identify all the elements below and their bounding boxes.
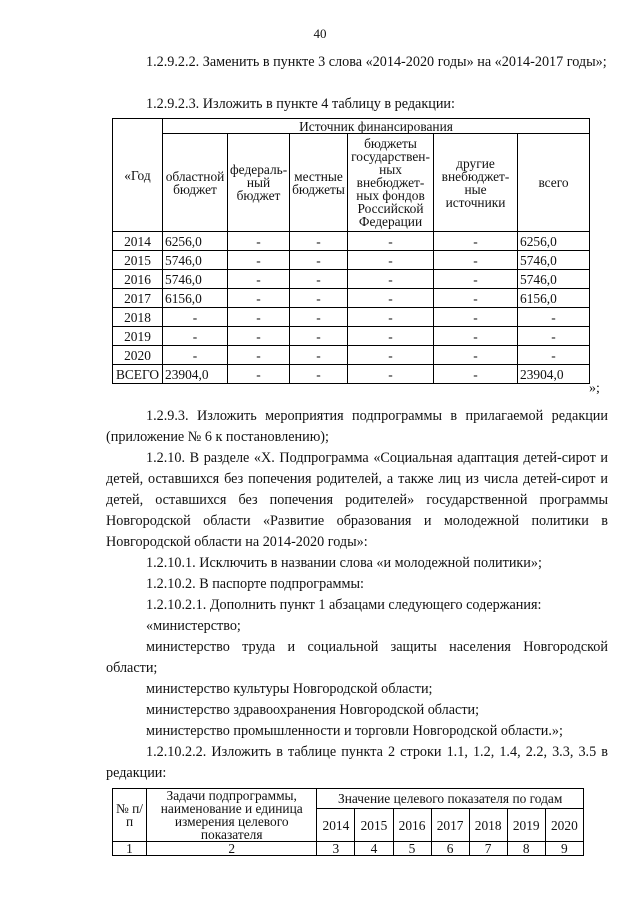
table-cell: - — [348, 308, 434, 327]
table-cell: - — [228, 270, 290, 289]
funding-source-header: Источник финансирования — [163, 119, 590, 134]
index-cell: 2 — [147, 842, 317, 856]
table-cell: - — [434, 308, 518, 327]
table-cell: - — [434, 232, 518, 251]
index-row — [113, 842, 584, 856]
table-row — [113, 251, 590, 270]
page-number: 40 — [313, 26, 327, 41]
table-cell: - — [228, 327, 290, 346]
year-cell: 2020 — [113, 346, 163, 365]
paragraph-6: 1.2.10.2. В паспорте подпрограммы: — [146, 576, 364, 592]
table-cell: - — [434, 251, 518, 270]
year-header-cell: 2018 — [469, 809, 507, 842]
table-cell: - — [228, 308, 290, 327]
values-header: Значение целевого показателя по годам — [317, 789, 584, 809]
paragraph-10: министерство культуры Новгородской области; — [146, 681, 433, 697]
table-cell: 5746,0 — [518, 251, 590, 270]
year-header: «Год — [113, 119, 163, 232]
table-row — [113, 232, 590, 251]
table-row — [113, 346, 590, 365]
task-header: Задачи подпрограммы, наименование и единица измерения целевого показателя — [147, 789, 317, 842]
paragraph-7: 1.2.10.2.1. Дополнить пункт 1 абзацами следующего содержания: — [146, 597, 542, 613]
table-cell: - — [290, 308, 348, 327]
table-cell: - — [434, 327, 518, 346]
table-cell: - — [348, 232, 434, 251]
table-cell: - — [163, 327, 228, 346]
paragraph-2: 1.2.9.2.3. Изложить в пункте 4 таблицу в редакции: — [146, 96, 455, 112]
table-cell: - — [290, 327, 348, 346]
year-header-cell: 2015 — [355, 809, 393, 842]
paragraph-1: 1.2.9.2.2. Заменить в пункте 3 слова «2014-2020 годы» на «2014-2017 годы»; — [146, 54, 607, 70]
table-cell: - — [518, 346, 590, 365]
table-cell: - — [434, 346, 518, 365]
table-cell: - — [290, 289, 348, 308]
table-cell: - — [518, 327, 590, 346]
paragraph-4: 1.2.10. В разделе «X. Подпрограмма «Социальная адаптация детей-сирот и детей, оставшихся без попечения родителей, а также лиц из числа детей-сирот и детей, оставшихся без попечения родителей» государственной программы Новгородской области «Развитие образования и молодежной политики в Новгородской области на 2014-2020 годы»: — [106, 450, 608, 550]
table-cell: - — [348, 270, 434, 289]
table-row — [113, 270, 590, 289]
table-cell: - — [290, 251, 348, 270]
table-cell: 23904,0 — [163, 365, 228, 384]
paragraph-9: министерство труда и социальной защиты населения Новгородской области; — [106, 639, 608, 676]
table-cell: - — [290, 365, 348, 384]
year-cell: 2016 — [113, 270, 163, 289]
year-cell: ВСЕГО — [113, 365, 163, 384]
col-header: всего — [518, 134, 590, 232]
year-cell: 2017 — [113, 289, 163, 308]
num-header: № п/п — [113, 789, 147, 842]
year-cell: 2018 — [113, 308, 163, 327]
table-cell: 23904,0 — [518, 365, 590, 384]
paragraph-8: «министерство; — [146, 618, 241, 634]
table-cell: 5746,0 — [163, 270, 228, 289]
col-header: федераль-ный бюджет — [228, 134, 290, 232]
col-header: бюджеты государствен-ных внебюджет-ных фондов Российской Федерации — [348, 134, 434, 232]
year-header-cell: 2019 — [507, 809, 545, 842]
paragraph-3: 1.2.9.3. Изложить мероприятия подпрограммы в прилагаемой редакции (приложение № 6 к постановлению); — [106, 408, 608, 445]
table-cell: - — [348, 251, 434, 270]
paragraph-5: 1.2.10.1. Исключить в названии слова «и молодежной политики»; — [146, 555, 542, 571]
index-cell: 6 — [431, 842, 469, 856]
year-header-cell: 2016 — [393, 809, 431, 842]
table-cell: - — [348, 327, 434, 346]
year-header-cell: 2017 — [431, 809, 469, 842]
table-cell: - — [228, 232, 290, 251]
index-cell: 4 — [355, 842, 393, 856]
year-cell: 2015 — [113, 251, 163, 270]
table-row — [113, 289, 590, 308]
indicator-table — [112, 788, 584, 856]
index-cell: 1 — [113, 842, 147, 856]
table-row — [113, 308, 590, 327]
table-cell: - — [290, 346, 348, 365]
table-cell: - — [228, 346, 290, 365]
year-header-cell: 2014 — [317, 809, 355, 842]
table-cell: - — [290, 270, 348, 289]
table-cell: - — [163, 346, 228, 365]
paragraph-13: 1.2.10.2.2. Изложить в таблице пункта 2 строки 1.1, 1.2, 1.4, 2.2, 3.3, 3.5 в редакции: — [106, 744, 608, 781]
index-cell: 8 — [507, 842, 545, 856]
table-cell: - — [228, 365, 290, 384]
table-closing-quote: »; — [589, 381, 600, 396]
index-cell: 7 — [469, 842, 507, 856]
table-cell: - — [290, 232, 348, 251]
table-cell: - — [163, 308, 228, 327]
table-cell: - — [518, 308, 590, 327]
year-cell: 2014 — [113, 232, 163, 251]
table-cell: - — [434, 289, 518, 308]
col-header: областной бюджет — [163, 134, 228, 232]
table-cell: 6156,0 — [163, 289, 228, 308]
table-cell: - — [348, 365, 434, 384]
index-cell: 3 — [317, 842, 355, 856]
year-header-cell: 2020 — [545, 809, 583, 842]
table-cell: - — [228, 251, 290, 270]
table-cell: - — [434, 270, 518, 289]
table-row-total — [113, 365, 590, 384]
table-cell: 5746,0 — [518, 270, 590, 289]
index-cell: 9 — [545, 842, 583, 856]
table-cell: - — [228, 289, 290, 308]
year-cell: 2019 — [113, 327, 163, 346]
paragraph-12: министерство промышленности и торговли Новгородской области.»; — [146, 723, 563, 739]
table-cell: 5746,0 — [163, 251, 228, 270]
table-cell: 6256,0 — [163, 232, 228, 251]
table-row — [113, 327, 590, 346]
table-cell: 6156,0 — [518, 289, 590, 308]
index-cell: 5 — [393, 842, 431, 856]
col-header: другие внебюджет-ные источники — [434, 134, 518, 232]
table-cell: - — [348, 289, 434, 308]
table-cell: 6256,0 — [518, 232, 590, 251]
col-header: местные бюджеты — [290, 134, 348, 232]
funding-table — [112, 118, 590, 384]
paragraph-11: министерство здравоохранения Новгородской области; — [146, 702, 480, 718]
table-cell: - — [434, 365, 518, 384]
table-cell: - — [348, 346, 434, 365]
